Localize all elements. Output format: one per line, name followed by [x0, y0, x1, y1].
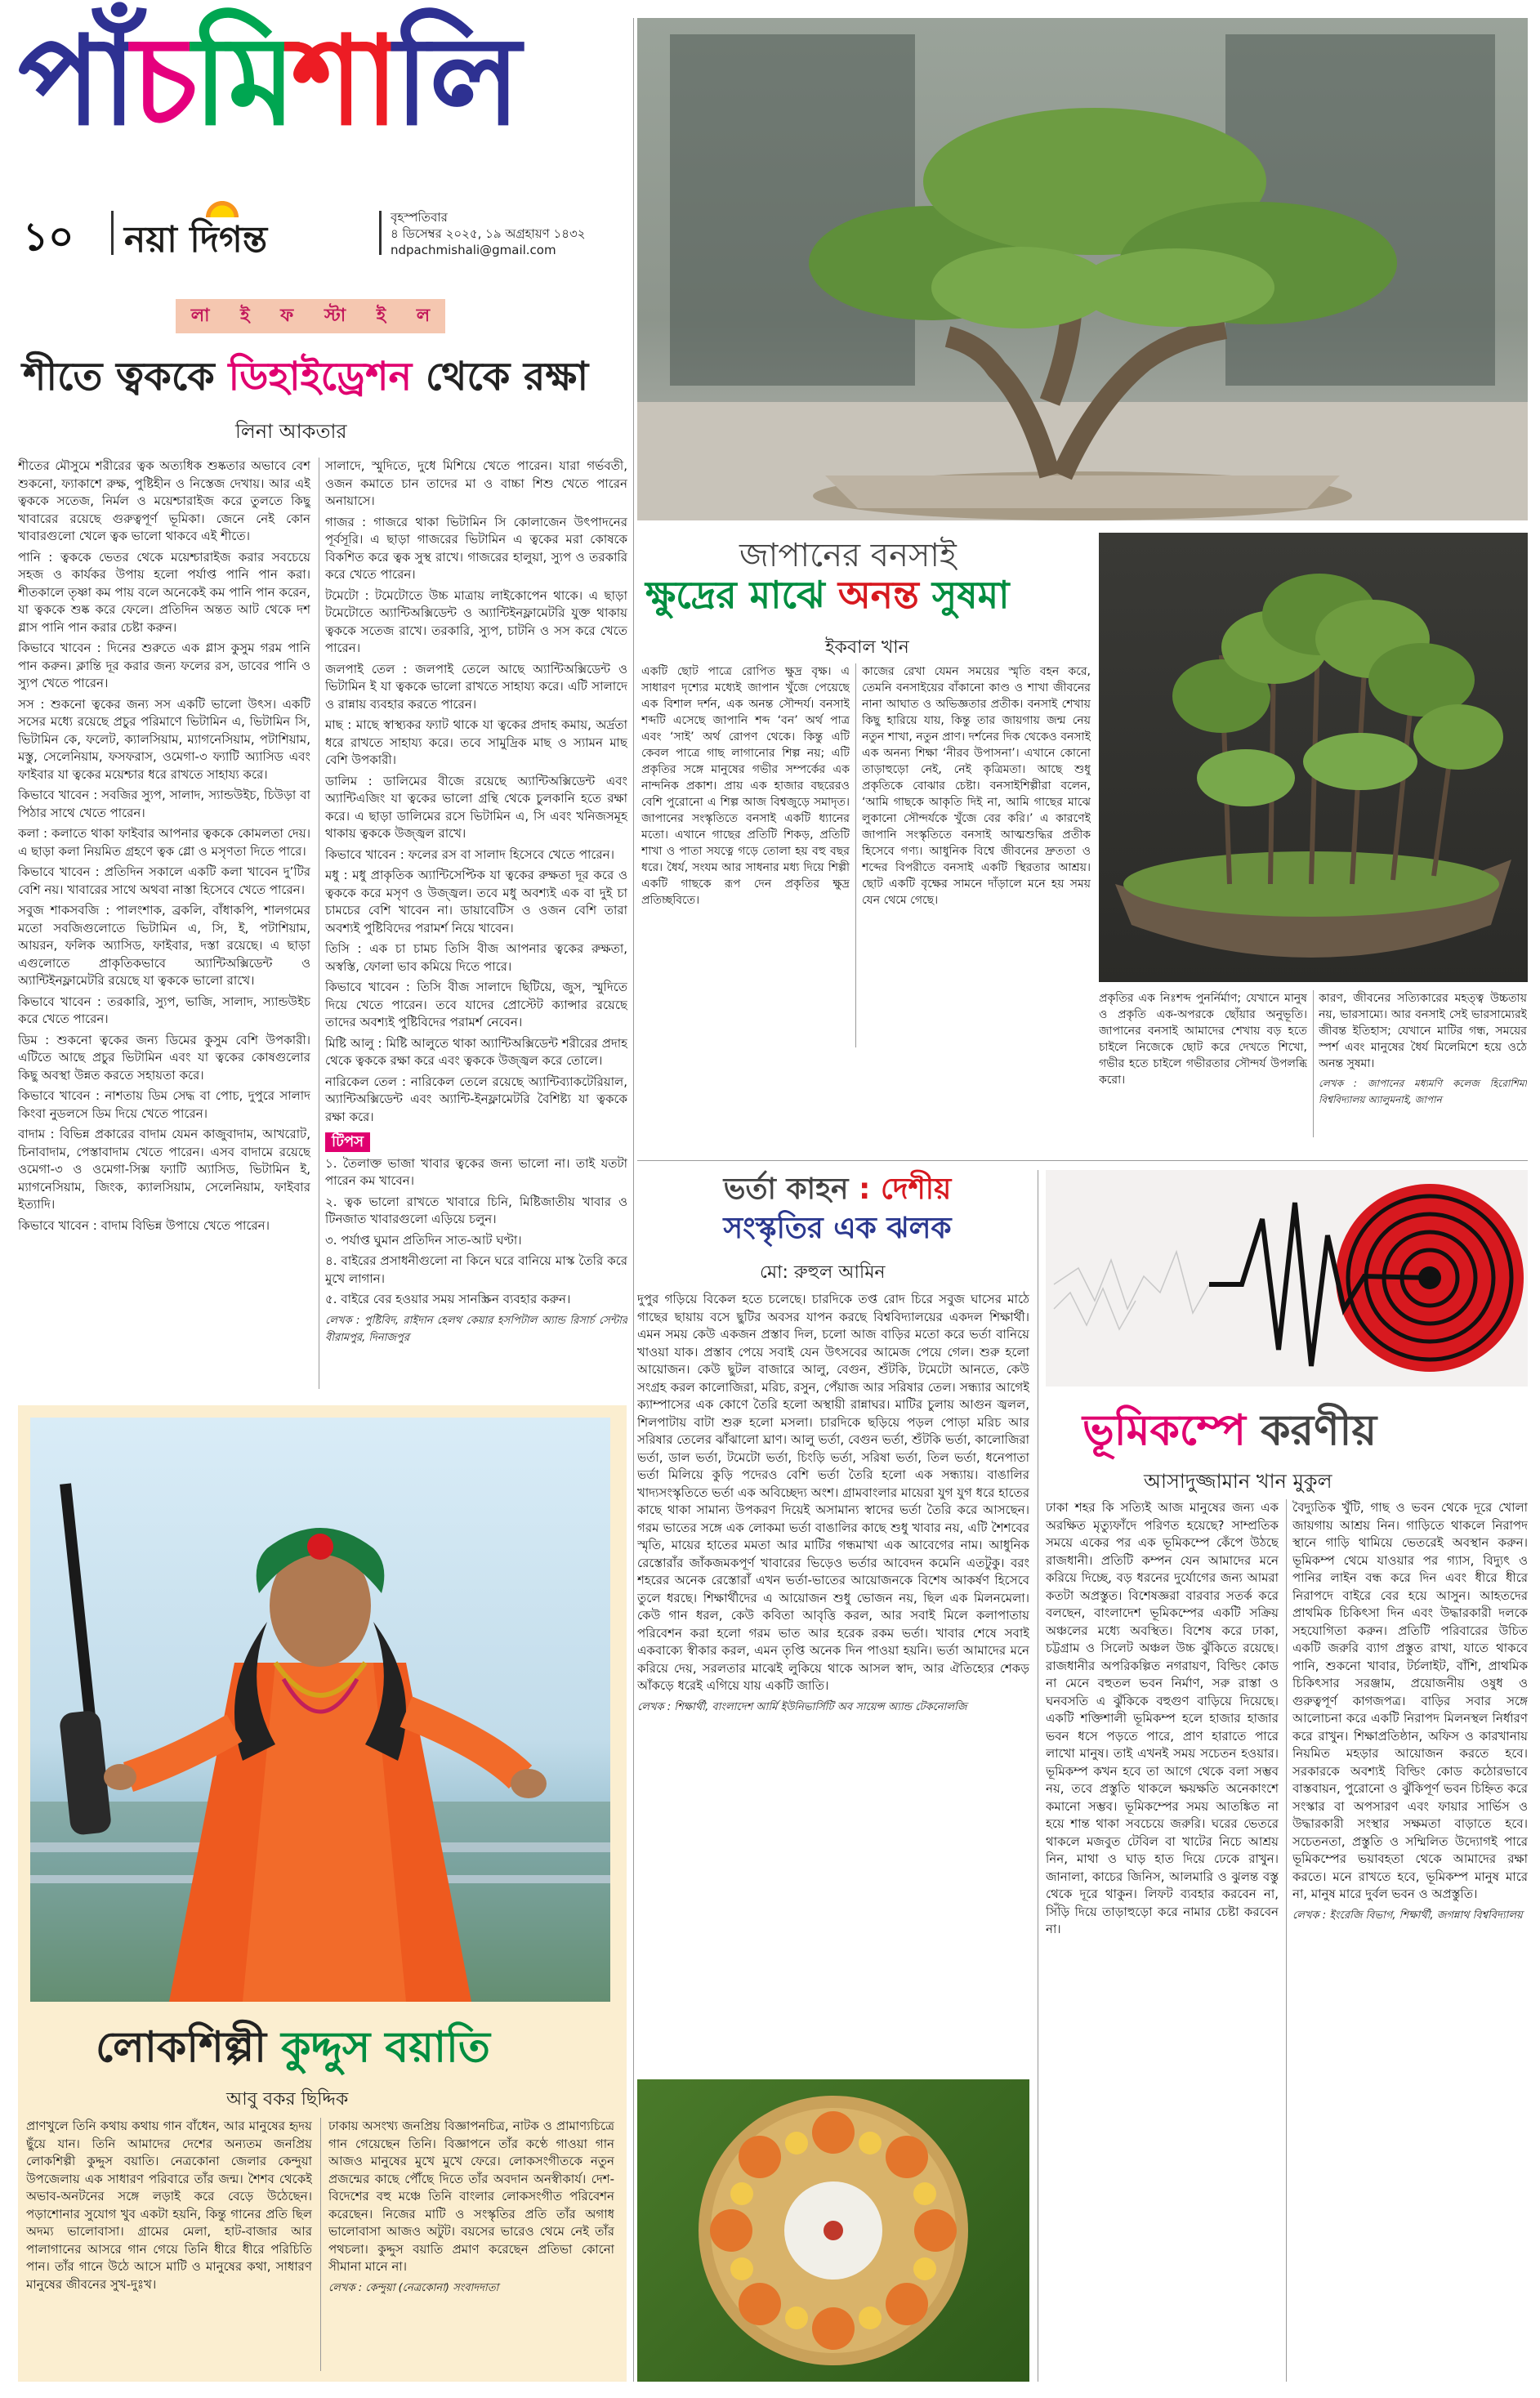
paragraph: কিভাবে খাবেন : তরকারি, স্যুপ, ভাজি, সালাদ, স্যান্ডউইচ করে খেতে পারেন। — [18, 994, 310, 1026]
skin-title-a: শীতে ত্বককে — [23, 354, 229, 400]
bonsai-bottom-left — [1099, 990, 1307, 1137]
paragraph: দুপুর গড়িয়ে বিকেল হতে চলেছে। চারদিকে তপ্ত রোদ চিরে সবুজ ঘাসের মাঠে গাছের ছায়ায় বসে ছুটির অবসর যাপন করছে বিশ্ববিদ্যালয়ের একদল শিক্ষার্থী। এমন সময় কেউ একজন প্রস্তাব দিল, চলো আজ বাড়ির মতো করে ভর্তা বানিয়ে খাওয়া যাক। প্রস্তাব পেয়ে সবাই যেন উৎসবের আমেজ পেয়ে গেল। শুরু হলো আয়োজন। কেউ ছুটল বাজারে আলু, বেগুন, শুঁটকি, টমেটো আনতে, কেউ সংগ্রহ করল কালোজিরা, মরিচ, রসুন, পেঁয়াজ আর সরিষার তেল। সন্ধ্যার আগেই ক্যাম্পাসের এক কোণে তৈরি হলো অস্থায়ী রান্নাঘর। মাটির চুলায় আগুন জ্বলল, শিলপাটায় বাটা শুরু হলো মসলা। চারদিকে ছড়িয়ে পড়ল পোড়া মরিচ আর সরিষার তেলের ঝাঁঝালো ঘ্রাণ। আলু ভর্তা, বেগুন ভর্তা, শুঁটকি ভর্তা, কালোজিরা ভর্তা, ডাল ভর্তা, টমেটো ভর্তা, চিংড়ি ভর্তা, সরিষা ভর্তা, তিল ভর্তা, ধনেপাতা ভর্তা মিলিয়ে কুড়ি পদেরও বেশি ভর্তা তৈরি হলো এক সন্ধ্যায়। বাঙালির খাদ্যসংস্কৃতিতে ভর্তা এক অবিচ্ছেদ্য অংশ। গ্রামবাংলার মায়েরা যুগ যুগ ধরে হাতের কাছে থাকা সামান্য উপকরণ দিয়েই অসামান্য স্বাদের ভর্তা তৈরি করে আসছেন। গরম ভাতের সঙ্গে এক লোকমা ভর্তা বাঙালির কাছে শুধু খাবার নয়, এটি শৈশবের স্মৃতি, মায়ের হাতের মমতা আর মাটির গন্ধমাখা এক আবেগের নাম। আধুনিক রেস্তোরাঁর জাঁকজমকপূর্ণ খাবারের ভিড়েও ভর্তার আবেদন কমেনি এতটুকু। বরং শহরের অনেক রেস্তোরাঁ এখন ভর্তা-ভাতের আয়োজনকে বিশেষ আকর্ষণ হিসেবে তুলে ধরছে। শিক্ষার্থীদের এ আয়োজন শুধু ভোজন নয়, ছিল এক মিলনমেলা। কেউ গান ধরল, কেউ কবিতা আবৃত্তি করল, আর সবাই মিলে কলাপাতায় পরিবেশন করা হলো গরম ভাত আর হরেক রকম ভর্তা। খাবার শেষে সবাই একবাক্যে স্বীকার করল, এমন তৃপ্তি অনেক দিন পাওয়া হয়নি। ভর্তা আমাদের মনে করিয়ে দেয়, সরলতার মাঝেই লুকিয়ে থাকে আসল স্বাদ, আর ঐতিহ্যের শেকড় আঁকড়ে ধরেই এগিয়ে যায় একটি জাতি। — [637, 1292, 1029, 1693]
day: বৃহস্পতিবার — [391, 210, 448, 225]
tag-letter: ফ — [280, 305, 294, 326]
paragraph: মধু : মধু প্রাকৃতিক অ্যান্টিসেপ্টিক যা ত্বকের রুক্ষতা দূর করে ও ত্বককে করে মসৃণ ও উজ্জ্বল। তবে মধু অবশ্যই এক বা দুই চা চামচের বেশি খাবেন না। ডায়াবেটিস ও ওজন বেশি তারা অবশ্যই পুষ্টিবিদের পরামর্শ নিয়ে খাবেন। — [325, 868, 627, 936]
tag-letter: লা — [190, 305, 210, 326]
skin-headline — [23, 353, 632, 400]
quake-title-b: করণীয় — [1246, 1406, 1377, 1455]
page-number: ১০ — [23, 214, 74, 260]
column-rule — [1286, 1499, 1287, 2382]
skin-author: লিনা আকতার — [235, 420, 347, 443]
baul-headline — [96, 2022, 490, 2073]
masthead-char-1: পাঁ — [18, 11, 132, 153]
column-rule — [855, 663, 856, 1047]
paragraph: বৈদ্যুতিক খুঁটি, গাছ ও ভবন থেকে দূরে খোলা জায়গায় আশ্রয় নিন। গাড়িতে থাকলে নিরাপদ স্থানে গাড়ি থামিয়ে ভেতরেই অবস্থান করুন। ভূমিকম্প থেমে যাওয়ার পর গ্যাস, বিদ্যুৎ ও পানির লাইন বন্ধ করে দিন এবং ধীরে ধীরে নিরাপদে বাইরে বের হয়ে আসুন। আহতদের প্রাথমিক চিকিৎসা দিন এবং উদ্ধারকারী দলকে সহযোগিতা করুন। প্রতিটি পরিবারের উচিত একটি জরুরি ব্যাগ প্রস্তুত রাখা, যাতে থাকবে পানি, শুকনো খাবার, টর্চলাইট, বাঁশি, প্রাথমিক চিকিৎসার সরঞ্জাম, প্রয়োজনীয় ওষুধ ও গুরুত্বপূর্ণ কাগজপত্র। বাড়ির সবার সঙ্গে আলোচনা করে একটি নিরাপদ মিলনস্থল নির্ধারণ করে রাখুন। শিক্ষাপ্রতিষ্ঠান, অফিস ও কারখানায় নিয়মিত মহড়ার আয়োজন করতে হবে। সরকারকে অবশ্যই বিল্ডিং কোড কঠোরভাবে বাস্তবায়ন, পুরোনো ও ঝুঁকিপূর্ণ ভবন চিহ্নিত করে সংস্কার বা অপসারণ এবং ফায়ার সার্ভিস ও উদ্ধারকারী সংস্থার সক্ষমতা বাড়াতে হবে। সচেতনতা, প্রস্তুতি ও সম্মিলিত উদ্যোগই পারে ভূমিকম্পের ভয়াবহতা থেকে আমাদের রক্ষা করতে। মনে রাখতে হবে, ভূমিকম্প মানুষ মারে না, মানুষ মারে দুর্বল ভবন ও অপ্রস্তুতি। — [1292, 1500, 1528, 1901]
masthead-char-3: মি — [193, 11, 292, 153]
writer-note: লেখক : শিক্ষার্থী, বাংলাদেশ আর্মি ইউনিভার্সিটি অব সায়েন্স অ্যান্ড টেকনোলজি — [637, 1700, 967, 1713]
masthead — [18, 11, 627, 153]
page-divider — [633, 18, 634, 2382]
bonsai-title-a: ক্ষুদ্রের মাঝে — [645, 573, 838, 617]
bonsai-headline — [645, 572, 1103, 618]
paragraph: মাছ : মাছে স্বাস্থ্যকর ফ্যাট থাকে যা ত্বকের প্রদাহ কমায়, অর্দ্রতা ধরে রাখতে সাহায্য করে। তবে সামুদ্রিক মাছ ও স্যামন মাছ বেশি উপকারী। — [325, 717, 627, 767]
tip: ৫. বাইরে বের হওয়ার সময় সানস্ক্রিন ব্যবহার করুন। — [325, 1292, 571, 1306]
bonsai-title-b: অনন্ত — [837, 573, 919, 617]
paragraph: গাজর : গাজরে থাকা ভিটামিন সি কোলাজেন উৎপাদনের পূর্বসূরি। এ ছাড়া গাজরের ভিটামিন এ ত্বকের মরা কোষকে বিকশিত করে ত্বক সুস্থ রাখে। গাজরের হালুয়া, স্যুপ ও তরকারি করে খেতে পারেন। — [325, 514, 627, 582]
baul-column-2 — [328, 2118, 614, 2371]
email: ndpachmishali@gmail.com — [391, 243, 556, 257]
divider — [111, 211, 114, 255]
writer-note: লেখক : কেন্দুয়া (নেত্রকোনা) সংবাদদাতা — [328, 2281, 499, 2294]
tips-heading: টিপস — [325, 1132, 370, 1152]
paragraph: ডালিম : ডালিমের বীজে রয়েছে অ্যান্টিঅক্সিডেন্ট এবং অ্যান্টিএজিং যা ত্বকের ভালো গ্রন্থি থেকে চুলকানি হতে রক্ষা করে। এ ছাড়া ডালিমের রসে ভিটামিন এ, সি এবং খনিজসমূহ থাকায় ত্বককে উজ্জ্বল রাখে। — [325, 773, 627, 841]
bonsai-photo-main — [637, 18, 1528, 520]
paragraph: ঢাকায় অসংখ্য জনপ্রিয় বিজ্ঞাপনচিত্র, নাটক ও প্রামাণ্যচিত্রে গান গেয়েছেন তিনি। বিজ্ঞাপনে তাঁর কণ্ঠে গাওয়া গান আজও মানুষের মুখে মুখে ফেরে। লোকসংগীতকে নতুন প্রজন্মের কাছে পৌঁছে দিতে তাঁর অবদান অনস্বীকার্য। দেশ-বিদেশের বহু মঞ্চে তিনি বাংলার লোকসংগীত পরিবেশন করেছেন। নিজের মাটি ও সংস্কৃতির প্রতি তাঁর অগাধ ভালোবাসা আজও অটুট। বয়সের ভারেও থেমে নেই তাঁর পথচলা। কুদ্দুস বয়াতি প্রমাণ করেছেন প্রতিভা কোনো সীমানা মানে না। — [328, 2119, 614, 2274]
skin-title-b: ডিহাইড্রেশন — [228, 354, 413, 400]
vorta-title-c: সংস্কৃতির এক ঝলক — [723, 1212, 952, 1245]
baul-title-b: কুদ্দুস বয়াতি — [281, 2023, 490, 2072]
paragraph: কিভাবে খাবেন : দিনের শুরুতে এক গ্লাস কুসুম গরম পানি পান করুন। ক্লান্তি দূর করার জন্য ফলের রস, ডাবের পানি ও স্যুপ খেতে পারেন। — [18, 641, 310, 690]
column-rule — [320, 2118, 321, 2371]
paragraph: কিভাবে খাবেন : তিসি বীজ সালাদে ছিটিয়ে, জুস, স্মুদিতে দিয়ে খেতে পারেন। তবে যাদের প্রোস্টেট ক্যান্সার রয়েছে তাদের অবশ্যই পুষ্টিবিদের পরামর্শ নেবেন। — [325, 980, 627, 1029]
paragraph: শীতের মৌসুমে শরীরের ত্বক অত্যধিক শুষ্কতার অভাবে বেশ শুকনো, ফ্যাকাশে রুক্ষ, পুষ্টিহীন ও নিস্তেজ দেখায়। আর এই ত্বককে সতেজ, নির্মল ও ময়েশ্চারাইজ করে তুলতে কিছু খাবারের রয়েছে গুরুত্বপূর্ণ ভূমিকা। জেনে নেই কোন খাবারগুলো খেলে ত্বক ভালো থাকবে এই শীতে। — [18, 458, 310, 543]
vorta-title-a: ভর্তা কাহন — [723, 1172, 849, 1206]
tag-letter: স্টা — [324, 305, 346, 326]
writer-note: লেখক : জাপানের মধ্যমণি কলেজ হিরোশিমা বিশ্ববিদ্যালয় অ্যালুমনাই, জাপান — [1319, 1078, 1527, 1105]
baul-box — [18, 1405, 627, 2382]
tag-letter: ল — [416, 305, 431, 326]
paragraph: সালাদে, স্মুদিতে, দুধে মিশিয়ে খেতে পারেন। যারা গর্ভবতী, ওজন কমাতে চান তাদের মা ও বাচ্চা শিশু খেতে পারেন অনায়াসে। — [325, 458, 627, 508]
bonsai-title-c: সুষমা — [918, 573, 1010, 617]
tip: ১. তৈলাক্ত ভাজা খাবার ত্বকের জন্য ভালো না। তাই যতটা পারেন কম খাবেন। — [325, 1155, 627, 1188]
vorta-title-b: দেশীয় — [880, 1172, 952, 1206]
paragraph: সবুজ শাকসবজি : পালংশাক, ব্রকলি, বাঁধাকপি, শালগমের মতো সবজিগুলোতে ভিটামিন এ, সি, ই, পটাশিয়াম, আয়রন, ফলিক অ্যাসিড, ফাইবার, দস্তা রয়েছে। এ ছাড়া এগুলোতে প্রাকৃতিকভাবে অ্যান্টিঅক্সিডেন্ট ও অ্যান্টিইনফ্লামেটরি রয়েছে যা ত্বককে ভালো রাখে। — [18, 903, 310, 988]
paragraph: টমেটো : টমেটোতে উচ্চ মাত্রায় লাইকোপেন থাকে। এ ছাড়া টমেটোতে অ্যান্টিঅক্সিডেন্ট ও অ্যান্টিইনফ্লামেটরি যুক্ত থাকায় ত্বককে সতেজ রাখে। তরকারি, স্যুপ, চাটনি ও সস করে খেতে পারেন। — [325, 587, 627, 655]
tag-letter: ই — [240, 305, 250, 326]
quake-author: আসাদুজ্জামান খান মুকুল — [1144, 1470, 1332, 1493]
paragraph: কিভাবে খাবেন : প্রতিদিন সকালে একটি কলা খাবেন দু’টির বেশি নয়। খাবারের সাথে অথবা নাস্তা হিসেবে খেতে পারেন। — [18, 864, 310, 897]
bonsai-column-2 — [862, 663, 1091, 1047]
paragraph: ডিম : শুকনো ত্বকের জন্য ডিমের কুসুম বেশি উপকারী। এটিতে আছে প্রচুর ভিটামিন এবং যা ত্বকের কোষগুলোর কিছু অবস্থা উন্নত করতে সহায়তা করে। — [18, 1032, 310, 1083]
masthead-title — [18, 11, 516, 153]
vorta-headline — [645, 1170, 1029, 1248]
baul-author: আবু বকর ছিদ্দিক — [226, 2089, 349, 2110]
paragraph: সস : শুকনো ত্বকের জন্য সস একটি ভালো উৎস। একটি সসের মধ্যে রয়েছে প্রচুর পরিমাণে ভিটামিন এ, ভিটামিন সি, ভিটামিন কে, ফলেট, ক্যালসিয়াম, ম্যাগনেসিয়াম, পটাশিয়াম, মস্তু, সেলেনিয়াম, ফসফরাস, ওমেগা-৩ ফ্যাটি অ্যাসিড এবং ফাইবার যা ত্বকের ময়েশ্চার ধরে রাখতে সাহায্য করে। — [18, 696, 310, 782]
bonsai-forest-illustration — [1099, 533, 1528, 982]
paper-logo — [124, 208, 369, 261]
masthead-info-bar — [23, 206, 627, 263]
skin-column-1 — [18, 458, 310, 1389]
paragraph: পানি : ত্বককে ভেতর থেকে ময়েশ্চারাইজ করার সবচেয়ে সহজ ও কার্যকর উপায় হলো পর্যাপ্ত পানি পান করা। শীতকালে তৃষ্ণা কম পায় বলে অনেকেই কম পানি পান করেন, যা ত্বককে শুষ্ক করে ফেলে। প্রতিদিন অন্তত আট থেকে দশ গ্লাস পানি পান করার চেষ্টা করুন। — [18, 549, 310, 635]
paper-name: নয়া দিগন্ত — [124, 219, 268, 261]
masthead-char-2: চ — [132, 11, 194, 153]
date: ৪ ডিসেম্বর ২০২৫, ১৯ অগ্রহায়ণ ১৪৩২ — [391, 226, 586, 241]
lifestyle-tag — [176, 299, 445, 333]
writer-note: লেখক : ইংরেজি বিভাগ, শিক্ষার্থী, জগন্নাথ বিশ্ববিদ্যালয় — [1292, 1909, 1523, 1922]
paragraph: একটি ছোট পাত্রে রোপিত ক্ষুদ্র বৃক্ষ। এ সাধারণ দৃশ্যের মধ্যেই জাপান খুঁজে পেয়েছে এক বিশাল দর্শন, এক অনন্ত সৌন্দর্য। বনসাই শব্দটি এসেছে জাপানি শব্দ ‘বন’ অর্থ পাত্র এবং ‘সাই’ অর্থ রোপণ থেকে। কিন্তু এটি কেবল পাত্রে গাছ লাগানোর শিল্প নয়; এটি প্রকৃতির সঙ্গে মানুষের গভীর সম্পর্কের এক নান্দনিক প্রকাশ। প্রায় এক হাজার বছরেরও বেশি পুরোনো এ শিল্প আজ বিশ্বজুড়ে সমাদৃত। জাপানের সংস্কৃতিতে বনসাই একটি ধ্যানের মতো। এখানে গাছের প্রতিটি শিকড়, প্রতিটি শাখা ও পাতা সযত্নে গড়ে তোলা হয় বহু বছর ধরে। ধৈর্য, সংযম আর সাধনার মধ্য দিয়ে শিল্পী একটি গাছকে রূপ দেন প্রকৃতির ক্ষুদ্র প্রতিচ্ছবিতে। — [641, 665, 850, 907]
writer-note: লেখক : পুষ্টিবিদ, রাইদান হেলথ কেয়ার হসপিটাল অ্যান্ড রিসার্চ সেন্টার বীরামপুর, দিনাজপুর — [325, 1314, 627, 1344]
quake-graphic — [1046, 1170, 1528, 1387]
paragraph: কিভাবে খাবেন : বাদাম বিভিন্ন উপায়ে খেতে পারেন। — [18, 1217, 270, 1233]
paragraph: কারণ, জীবনের সত্যিকারের মহত্ত্ব উচ্চতায় নয়, ভারসাম্যে। আর বনসাই সেই ভারসাম্যেরই জীবন্ত ইতিহাস; যেখানে মাটির গন্ধ, সময়ের স্পর্শ এবং মানুষের ধৈর্য মিলেমিশে হয়ে ওঠে অনন্ত সুষমা। — [1319, 992, 1527, 1070]
vorta-platter-illustration — [637, 2079, 1029, 2382]
tip: ৪. বাইরের প্রসাধনীগুলো না কিনে ঘরে বানিয়ে মাস্ক তৈরি করে মুখে লাগান। — [325, 1253, 627, 1286]
vorta-photo — [637, 2079, 1029, 2382]
section-rule — [637, 1160, 1528, 1161]
tip: ২. ত্বক ভালো রাখতে খাবারে চিনি, মিষ্টিজাতীয় খাবার ও টিনজাত খাবারগুলো এড়িয়ে চলুন। — [325, 1194, 627, 1226]
paragraph: প্রাণখুলে তিনি কথায় কথায় গান বাঁধেন, আর মানুষের হৃদয় ছুঁয়ে যান। তিনি আমাদের দেশের অন্যতম জনপ্রিয় লোকশিল্পী কুদ্দুস বয়াতি। নেত্রকোনা জেলার কেন্দুয়া উপজেলায় এক সাধারণ পরিবারে তাঁর জন্ম। শৈশব থেকেই অভাব-অনটনের সঙ্গে লড়াই করে বেড়ে উঠেছেন। পড়াশোনার সুযোগ খুব একটা হয়নি, কিন্তু গানের প্রতি ছিল অদম্য ভালোবাসা। গ্রামের মেলা, হাট-বাজার আর পালাগানের আসরে গান গেয়ে তিনি ধীরে ধীরে পরিচিতি পান। তাঁর গানে উঠে আসে মাটি ও মানুষের কথা, সাধারণ মানুষের জীবনের সুখ-দুঃখ। — [26, 2119, 312, 2292]
quake-headline — [1082, 1405, 1377, 1456]
paragraph: কিভাবে খাবেন : সবজির স্যুপ, সালাদ, স্যান্ডউইচ, চিউড়া বা পিঠার সাথে খেতে পারেন। — [18, 788, 310, 820]
dateline — [391, 209, 636, 258]
bonsai-photo-forest — [1099, 533, 1528, 982]
paragraph: তিসি : এক চা চামচ তিসি বীজ আপনার ত্বকের রুক্ষতা, অস্বস্তি, ফোলা ভাব কমিয়ে দিতে পারে। — [325, 941, 627, 974]
paragraph: মিষ্টি আলু : মিষ্টি আলুতে থাকা অ্যান্টিঅক্সিডেন্ট শরীরের প্রদাহ থেকে ত্বককে রক্ষা করে এবং ত্বককে উজ্জ্বল করে তোলে। — [325, 1035, 627, 1068]
paragraph: কিভাবে খাবেন : নাশতায় ডিম সেদ্ধ বা পোচ, দুপুরে সালাদ কিংবা নুডলসে ডিম দিয়ে খেতে পারেন। — [18, 1088, 310, 1121]
paragraph: কলা : কলাতে থাকা ফাইবার আপনার ত্বককে কোমলতা দেয়। এ ছাড়া কলা নিয়মিত গ্রহণে ত্বক গ্লো ও মসৃণতা দিতে পারে। — [18, 826, 310, 859]
vorta-title-line1 — [645, 1170, 1029, 1209]
quake-title-a: ভূমিকম্পে — [1082, 1406, 1247, 1455]
quake-column-1 — [1046, 1499, 1279, 2382]
tip: ৩. পর্যাপ্ত ঘুমান প্রতিদিন সাত-আট ঘণ্টা। — [325, 1232, 522, 1248]
bonsai-column-1 — [641, 663, 850, 1047]
paragraph: নারিকেল তেল : নারিকেল তেলে রয়েছে অ্যান্টিব্যাকটেরিয়াল, অ্যান্টিঅক্সিডেন্ট এবং অ্যান্টি-ইনফ্লামেটরি বৈশিষ্ট্য যা ত্বককে রক্ষা করে। — [325, 1074, 627, 1124]
bonsai-tree-illustration — [637, 18, 1528, 520]
skin-title-c: থেকে রক্ষা — [412, 354, 589, 400]
quake-column-2 — [1292, 1499, 1528, 2382]
paragraph: বাদাম : বিভিন্ন প্রকারের বাদাম যেমন কাজুবাদাম, আখরোট, চিনাবাদাম, পেস্তাবাদাম খেতে পারেন। এসব বাদামে রয়েছে ওমেগা-৩ ও ওমেগা-সিক্স ফ্যাটি অ্যাসিড, ভিটামিন ই, ম্যাগনেসিয়াম, জিংক, ক্যালসিয়াম, সেলেনিয়াম, ফাইবার ইত্যাদি। — [18, 1127, 310, 1212]
paragraph: কিভাবে খাবেন : ফলের রস বা সালাদ হিসেবে খেতে পারেন। — [325, 846, 614, 862]
tag-letter: ই — [376, 305, 386, 326]
skin-column-2 — [325, 458, 627, 1389]
baul-figure — [30, 1418, 610, 2002]
vorta-author: মো: রুহুল আমিন — [760, 1262, 886, 1283]
seismograph-icon — [1046, 1170, 1528, 1387]
bonsai-bottom-right — [1319, 990, 1527, 1137]
bonsai-kicker: জাপানের বনসাই — [739, 537, 957, 574]
vorta-body — [637, 1291, 1029, 2067]
paragraph: ঢাকা শহর কি সত্যিই আজ মানুষের জন্য এক অরক্ষিত মৃত্যুফাঁদে পরিণত হয়েছে? সাম্প্রতিক সময়ে একের পর এক ভূমিকম্পে কেঁপে উঠছে রাজধানী। প্রতিটি কম্পন যেন আমাদের মনে করিয়ে দিচ্ছে, বড় ধরনের দুর্যোগের জন্য আমরা কতটা অপ্রস্তুত। বিশেষজ্ঞরা বারবার সতর্ক করে বলছেন, বাংলাদেশ ভূমিকম্পের একটি সক্রিয় অঞ্চলের মধ্যে অবস্থিত। বিশেষ করে ঢাকা, চট্টগ্রাম ও সিলেট অঞ্চল উচ্চ ঝুঁকিতে রয়েছে। রাজধানীর অপরিকল্পিত নগরায়ণ, বিল্ডিং কোড না মেনে বহুতল ভবন নির্মাণ, সরু রাস্তা ও ঘনবসতি এ ঝুঁকিকে বহুগুণ বাড়িয়ে দিয়েছে। একটি শক্তিশালী ভূমিকম্প হলে হাজার হাজার ভবন ধসে পড়তে পারে, প্রাণ হারাতে পারে লাখো মানুষ। তাই এখনই সময় সচেতন হওয়ার। ভূমিকম্প কখন হবে তা আগে থেকে বলা সম্ভব নয়, তবে প্রস্তুতি থাকলে ক্ষয়ক্ষতি অনেকাংশে কমানো সম্ভব। ভূমিকম্পের সময় আতঙ্কিত না হয়ে শান্ত থাকা সবচেয়ে জরুরি। ঘরের ভেতরে থাকলে মজবুত টেবিল বা খাটের নিচে আশ্রয় নিন, মাথা ও ঘাড় হাত দিয়ে ঢেকে রাখুন। জানালা, কাচের জিনিস, আলমারি ও ঝুলন্ত বস্তু থেকে দূরে থাকুন। লিফট ব্যবহার করবেন না, সিঁড়ি দিয়ে তাড়াহুড়ো করে নামার চেষ্টা করবেন না। — [1046, 1500, 1279, 1936]
vorta-title-sep: : — [848, 1172, 881, 1206]
masthead-char-4: শা — [291, 11, 395, 153]
baul-column-1 — [26, 2118, 312, 2371]
paragraph: জলপাই তেল : জলপাই তেলে আছে অ্যান্টিঅক্সিডেন্ট ও ভিটামিন ই যা ত্বককে ভালো রাখতে সাহায্য করে। এটি সালাদে ও রান্নায় ব্যবহার করতে পারেন। — [325, 661, 627, 712]
bonsai-author: ইকবাল খান — [825, 637, 909, 658]
paragraph: কাজের রেখা যেমন সময়ের স্মৃতি বহন করে, তেমনি বনসাইয়ের বাঁকানো কাণ্ড ও শাখা জীবনের নানা আঘাত ও অভিজ্ঞতার প্রতীক। বনসাই শেখায় কিছু হারিয়ে যায়, কিন্তু তার জায়গায় জন্ম নেয় নতুন শাখা, নতুন প্রাণ। দর্শনের দিক থেকেও বনসাই এক অনন্য শিক্ষা ‘নীরব উপাসনা’। এখানে কোনো তাড়াহুড়ো নেই, নেই কৃত্রিমতা। আছে শুধু প্রকৃতিকে বোঝার চেষ্টা। বনসাইশিল্পীরা বলেন, ‘আমি গাছকে আকৃতি দিই না, আমি গাছের মাঝে লুকানো সৌন্দর্যকে খুঁজে বের করি।’ এ কারণেই জাপানি সংস্কৃতিতে বনসাই আত্মশুদ্ধির প্রতীক হিসেবে গণ্য। আধুনিক বিশ্বে জীবনের দ্রুততা ও শব্দের বিপরীতে বনসাই একটি স্থিরতার আশ্রয়। ছোট একটি বৃক্ষের সামনে দাঁড়ালে মনে হয় সময় যেন থেমে গেছে। — [862, 665, 1091, 907]
masthead-char-5: লি — [394, 11, 516, 153]
baul-title-a: লোকশিল্পী — [96, 2023, 282, 2072]
paragraph: প্রকৃতির এক নিঃশব্দ পুনর্নির্মাণ; যেখানে মানুষ ও প্রকৃতি এক-অপরকে ছোঁয়ার অনুভূতি। জাপানের বনসাই আমাদের শেখায় বড় হতে চাইলে নিজেকে ছোট করে দেখতে শিখো, গভীর হতে চাইলে গভীরতার সৌন্দর্য উপলব্ধি করো। — [1099, 992, 1307, 1087]
column-rule — [1313, 990, 1314, 1137]
baul-photo — [30, 1418, 610, 2002]
divider-2 — [379, 211, 382, 255]
